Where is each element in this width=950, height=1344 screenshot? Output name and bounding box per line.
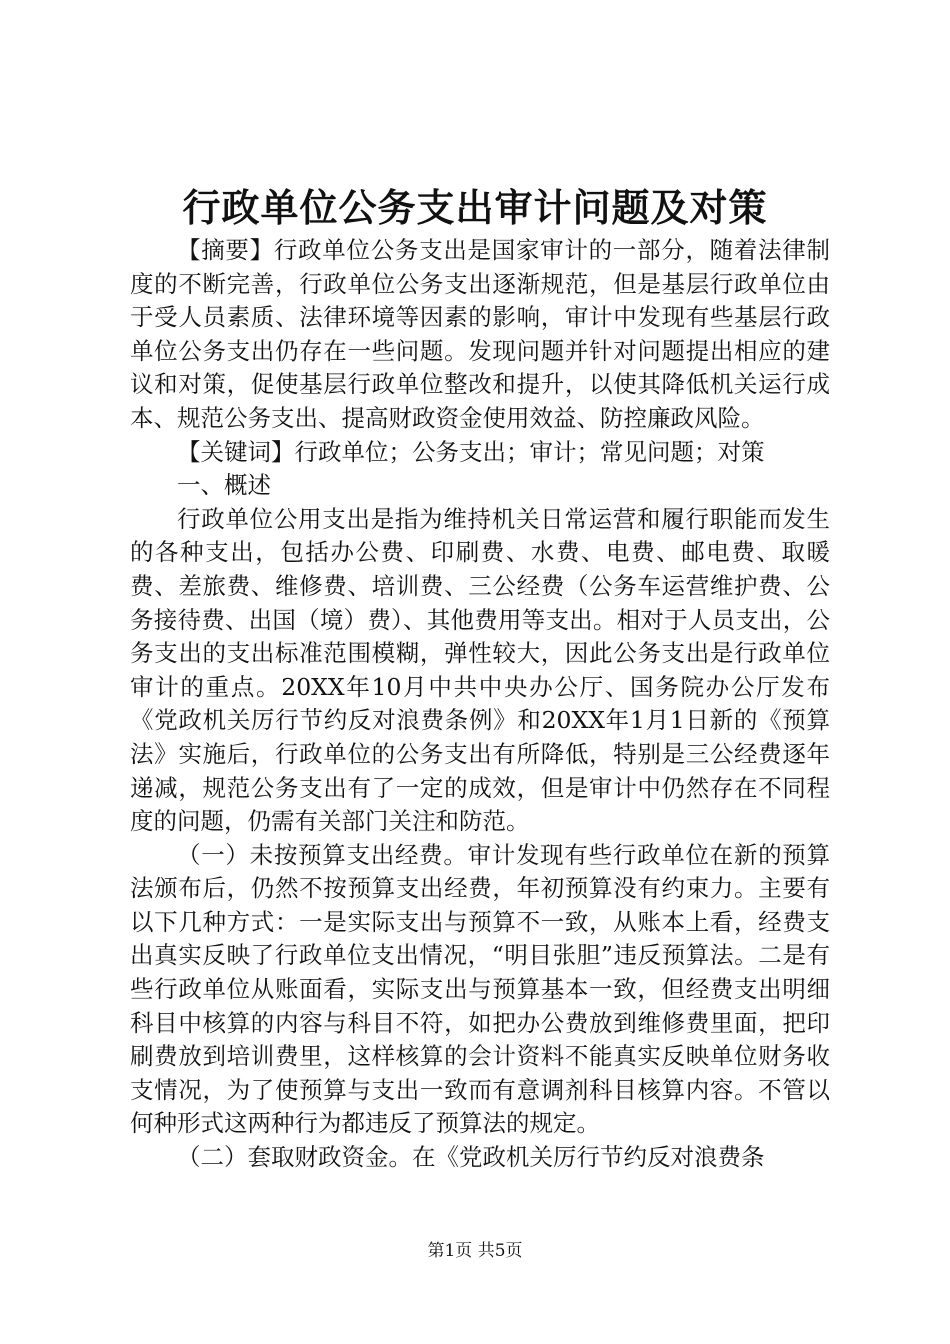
section-heading-overview: 一、概述 <box>177 471 271 500</box>
issue-two-paragraph: （二）套取财政资金。在《党政机关厉行节约反对浪费条 <box>177 1143 765 1172</box>
document-title: 行政单位公务支出审计问题及对策 <box>182 185 768 230</box>
page-number-footer: 第1页 共5页 <box>427 1241 523 1261</box>
document-body <box>130 234 830 1175</box>
overview-paragraph: 行政单位公用支出是指为维持机关日常运营和履行职能而发生的各种支出，包括办公费、印刷费、水费、电费、邮电费、取暖费、差旅费、维修费、培训费、三公经费（公务车运营维护费、公务接待费、出国（境）费）、其他费用等支出。相对于人员支出，公务支出的支出标准范围模糊，弹性较大，因此公务支出是行政单位审计的重点。20XX年10月中共中央办公厅、国务院办公厅发布《党政机关厉行节约反对浪费条例》和20XX年1月1日新的《预算法》实施后，行政单位的公务支出有所降低，特别是三公经费逐年递减，规范公务支出有了一定的成效，但是审计中仍然存在不同程度的问题，仍需有关部门关注和防范。 <box>130 504 830 836</box>
abstract-paragraph: 【摘要】行政单位公务支出是国家审计的一部分，随着法律制度的不断完善，行政单位公务支出逐渐规范，但是基层行政单位由于受人员素质、法律环境等因素的影响，审计中发现有些基层行政单位公务支出仍存在一些问题。发现问题并针对问题提出相应的建议和对策，促使基层行政单位整改和提升，以使其降低机关运行成本、规范公务支出、提高财政资金使用效益、防控廉政风险。 <box>130 236 830 432</box>
issue-one-paragraph: （一）未按预算支出经费。审计发现有些行政单位在新的预算法颁布后，仍然不按预算支出经费，年初预算没有约束力。主要有以下几种方式：一是实际支出与预算不一致，从账本上看，经费支出真实反映了行政单位支出情况，“明目张胆”违反预算法。二是有些行政单位从账面看，实际支出与预算基本一致，但经费支出明细科目中核算的内容与科目不符，如把办公费放到维修费里面，把印刷费放到培训费里，这样核算的会计资料不能真实反映单位财务收支情况，为了使预算与支出一致而有意调剂科目核算内容。不管以何种形式这两种行为都违反了预算法的规定。 <box>130 840 830 1138</box>
keywords-paragraph: 【关键词】行政单位；公务支出；审计；常见问题；对策 <box>177 437 765 466</box>
